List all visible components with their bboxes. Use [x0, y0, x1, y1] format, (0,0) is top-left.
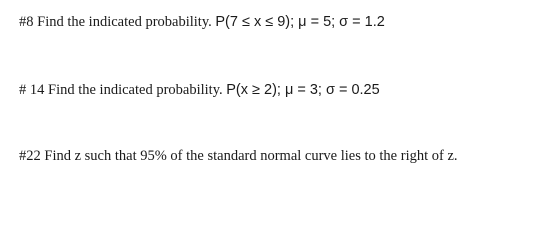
problem-8-expression: P(7 ≤ x ≤ 9); μ = 5; σ = 1.2	[215, 14, 385, 30]
problem-22	[19, 147, 458, 165]
problem-14-expression: P(x ≥ 2); μ = 3; σ = 0.25	[226, 82, 380, 98]
problem-14	[19, 81, 380, 99]
problem-14-label: # 14 Find the indicated probability.	[19, 82, 223, 98]
problem-8	[19, 13, 385, 31]
problem-8-label: #8 Find the indicated probability.	[19, 14, 212, 30]
problem-22-label: #22 Find z such that 95% of the standard normal curve lies to the right of z.	[19, 148, 458, 164]
